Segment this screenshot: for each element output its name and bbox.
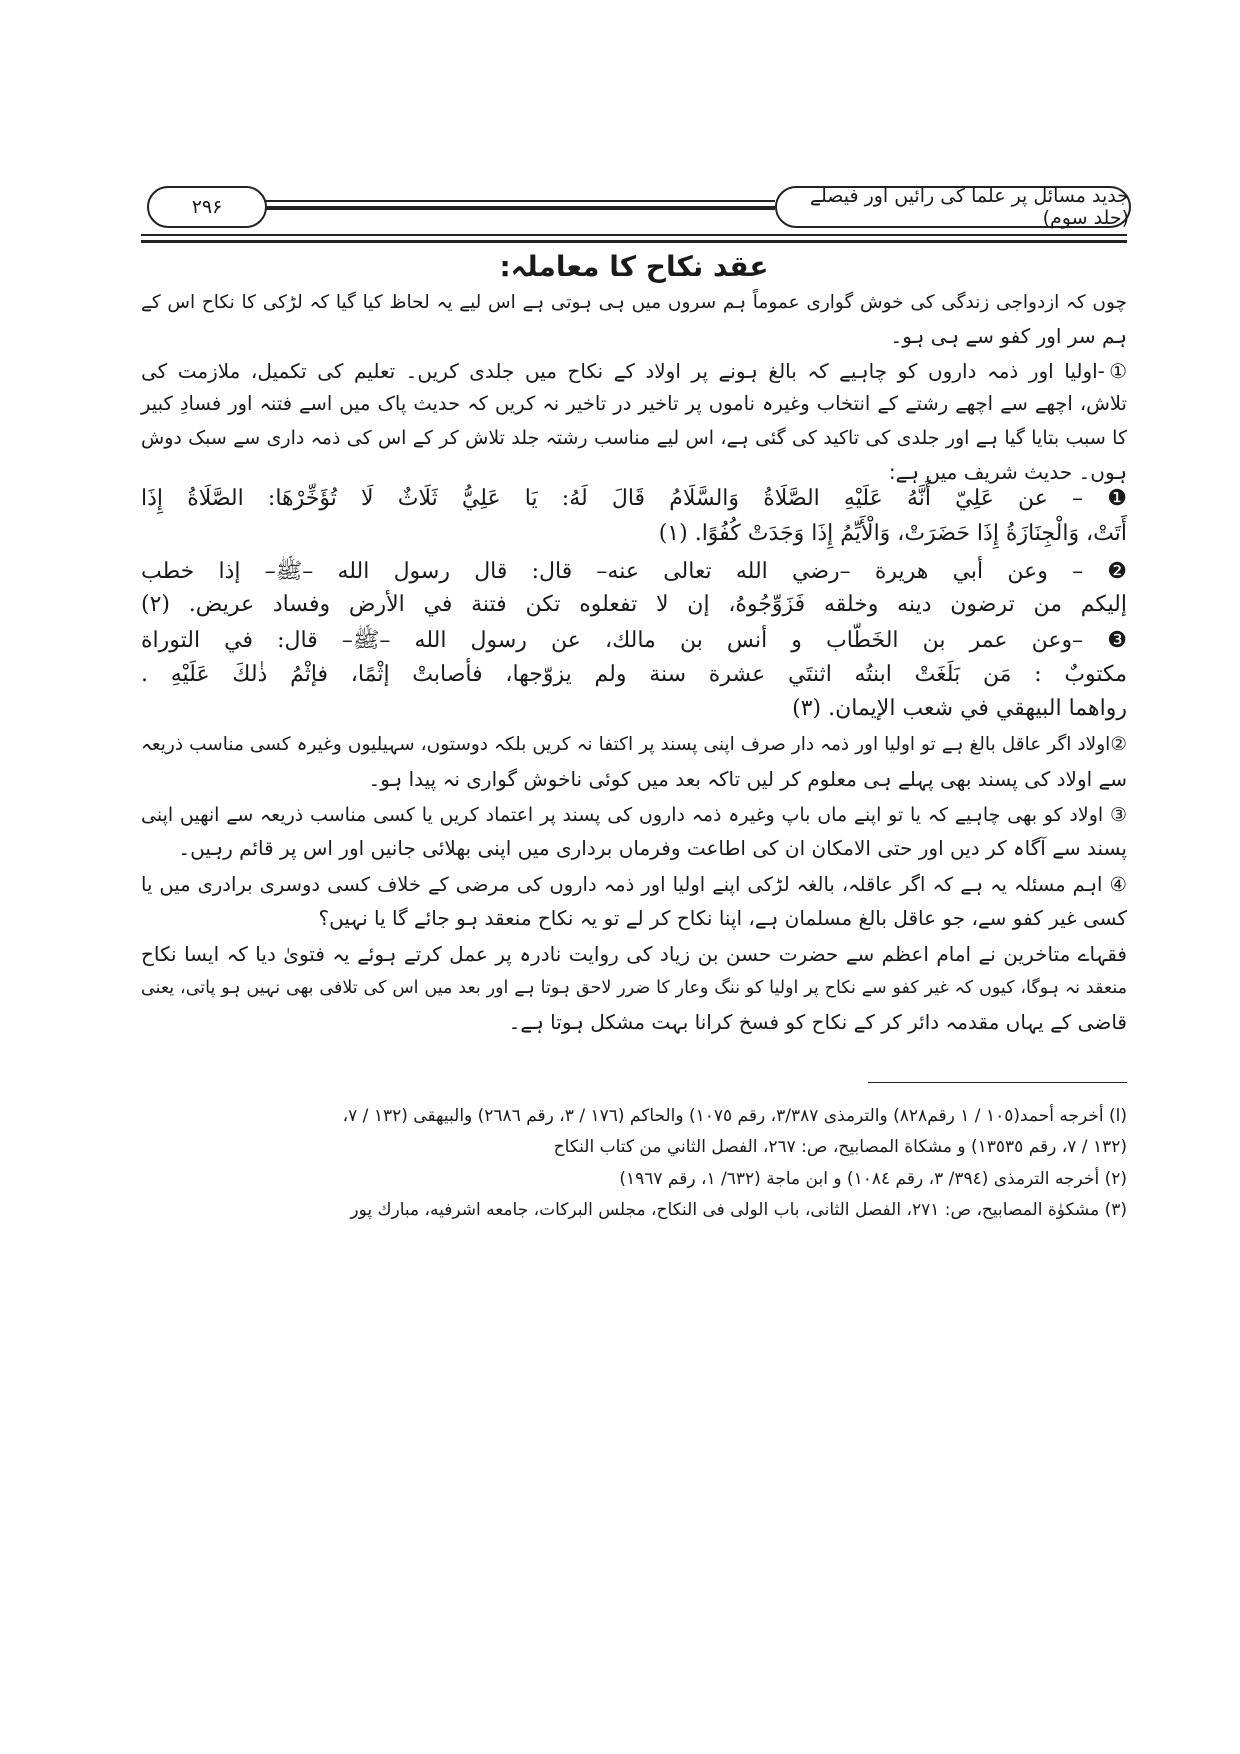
header-rule-1 <box>141 234 1127 236</box>
body-line: ہوں۔ حدیث شریف میں ہے: <box>888 460 1127 484</box>
hadith-line: إليكم من ترضون دينه وخلقه فَزَوِّجُوهُ، إن لا تفعلوه تكن فتنة في الأرض وفساد عريض. (٢) <box>141 592 1127 617</box>
hadith-line: أَتَتْ، وَالْجِنَازَةُ إِذَا حَضَرَتْ، وَالْأَيِّمُ إِذَا وَجَدَتْ كُفُوًا. (١) <box>658 521 1127 546</box>
footnote-3: (٣) مشكوٰة المصابيح، ص: ٢٧١، الفصل الثانی، باب الولی فی النكاح، مجلس البركات، جامعه اشرفيه، مبارك پور <box>350 1200 1127 1220</box>
footnote-separator <box>868 1082 1127 1083</box>
header-rule-2 <box>141 240 1127 243</box>
footnote-1: (ا) أخرجه أحمد(١٠٥ / ١ رقم٨٢٨) والترمذی ٣/٣٨٧، رقم ١٠٧٥) والحاكم (١٧٦ / ٣، رقم ٢٦٨٦) والبيهقی (١٣٢ / ٧، <box>342 1106 1127 1126</box>
hadith-line: ❶ – عن عَلِيّ أَنَّهُ عَلَيْهِ الصَّلَاةُ وَالسَّلَامُ قَالَ لَهُ: يَا عَلِيُّ ثَلَاثٌ لَا تُؤَخِّرْهَا: الصَّلَاةُ إِذَا <box>141 486 1127 511</box>
book-title: جدید مسائل پر علما کی رائیں اور فیصلے (جلد سوم) <box>809 185 1129 229</box>
footnote-2: (٢) أخرجه الترمذی (٣٩٤/ ٣، رقم ١٠٨٤) و ابن ماجة (٦٣٢/ ١، رقم ١٩٦٧) <box>619 1169 1127 1189</box>
body-line: کسی غیر کفو سے، جو عاقل بالغ مسلمان ہے، اپنا نکاح کر لے تو یہ نکاح منعقد ہو جائے گا یا نہیں؟ <box>318 906 1127 930</box>
body-line: سے اولاد کی پسند بھی پہلے ہی معلوم کر لیں تاکہ بعد میں کوئی ناخوش گواری نہ پیدا ہو۔ <box>368 767 1127 791</box>
body-line: ②اولاد اگر عاقل بالغ ہے تو اولیا اور ذمہ دار صرف اپنی پسند پر اکتفا نہ کریں بلکہ دوستوں، سہیلیوں وغیرہ کسی مناسب ذریعہ <box>141 734 1127 755</box>
body-line: فقہاے متاخرین نے امام اعظم سے حضرت حسن بن زیاد کی روایت نادرہ پر عمل کرتے ہوئے یہ فتویٰ دیا کہ ایسا نکاح <box>141 942 1127 966</box>
body-line: ہم سر اور کفو سے ہی ہو۔ <box>890 324 1127 348</box>
hadith-line: مكتوبٌ : مَن بَلَغَتْ ابنتُه اثنتَي عشرة سنة ولم يزوّجها، فأصابتْ إثْمًا، فإثْمُ ذٰلكَ عَلَيْهِ . <box>141 662 1127 687</box>
body-line: پسند سے آگاہ کر دیں اور حتی الامکان ان کی اطاعت وفرماں برداری میں اپنی بھلائی جانیں اور اس پر قائم رہیں۔ <box>178 836 1127 860</box>
body-line: تلاش، اچھے سے اچھے رشتے کے انتخاب وغیرہ ناموں پر تاخیر در تاخیر نہ کریں کہ حدیث پاک میں اسے فتنہ اور فسادِ کبیر <box>141 392 1127 415</box>
header-line-bottom <box>265 206 775 210</box>
body-line: ①-اولیا اور ذمہ داروں کو چاہیے کہ بالغ ہونے پر اولاد کے نکاح میں جلدی کریں۔ تعلیم کی تکمیل، ملازمت کی <box>141 359 1127 383</box>
page-number-box <box>147 186 267 228</box>
body-line: قاضی کے یہاں مقدمہ دائر کر کے نکاح کو فسخ کرانا بہت مشکل ہوتا ہے۔ <box>508 1010 1127 1034</box>
page-number: ۲۹۶ <box>191 196 223 218</box>
body-line: ③ اولاد کو بھی چاہیے کہ یا تو اپنے ماں باپ وغیرہ ذمہ داروں کی پسند پر اعتماد کریں یا کسی مناسب ذریعہ سے انھیں اپنی <box>141 804 1127 826</box>
body-line: چوں کہ ازدواجی زندگی کی خوش گواری عموماً ہم سروں میں ہی ہوتی ہے اس لیے یہ لحاظ کیا گیا کہ لڑکی کا نکاح اس کے <box>141 292 1127 313</box>
body-line: کا سبب بتایا گیا ہے اور جلدی کی تاکید کی گئی ہے، اس لیے مناسب رشتہ جلد تلاش کر کے اس کی ذمہ داری سے سبک دوش <box>141 427 1127 449</box>
hadith-line: ❷ – وعن أبي هريرة –رضي الله تعالى عنه– قال: قال رسول الله –ﷺ– إذا خطب <box>141 559 1127 584</box>
hadith-line: ❸ –وعن عمر بن الخَطّاب و أنس بن مالك، عن رسول الله –ﷺ– قال: في التوراة <box>141 628 1127 653</box>
body-line: ④ اہم مسئلہ یہ ہے کہ اگر عاقلہ، بالغہ لڑکی اپنے اولیا اور ذمہ داروں کی مرضی کے خلاف کسی دوسری برادری میں یا <box>141 873 1127 896</box>
book-title-box <box>775 186 1131 228</box>
header-line-top <box>265 200 775 202</box>
footnote-1-cont: (١٣٢ / ٧، رقم ١٣٥٣٥) و مشكاة المصابيح، ص: ٢٦٧، الفصل الثاني من كتاب النكاح <box>553 1137 1127 1157</box>
body-line: منعقد نہ ہوگا، کیوں کہ غیر کفو سے نکاح پر اولیا کو ننگ وعار کا ضرر لاحق ہوتا ہے اور بعد میں اس کی تلافی بھی نہیں ہو پاتی، یعنی <box>141 978 1127 998</box>
section-heading: عقد نکاح کا معاملہ: <box>499 250 769 283</box>
hadith-line: رواهما البيهقي في شعب الإيمان. (٣) <box>792 696 1127 721</box>
